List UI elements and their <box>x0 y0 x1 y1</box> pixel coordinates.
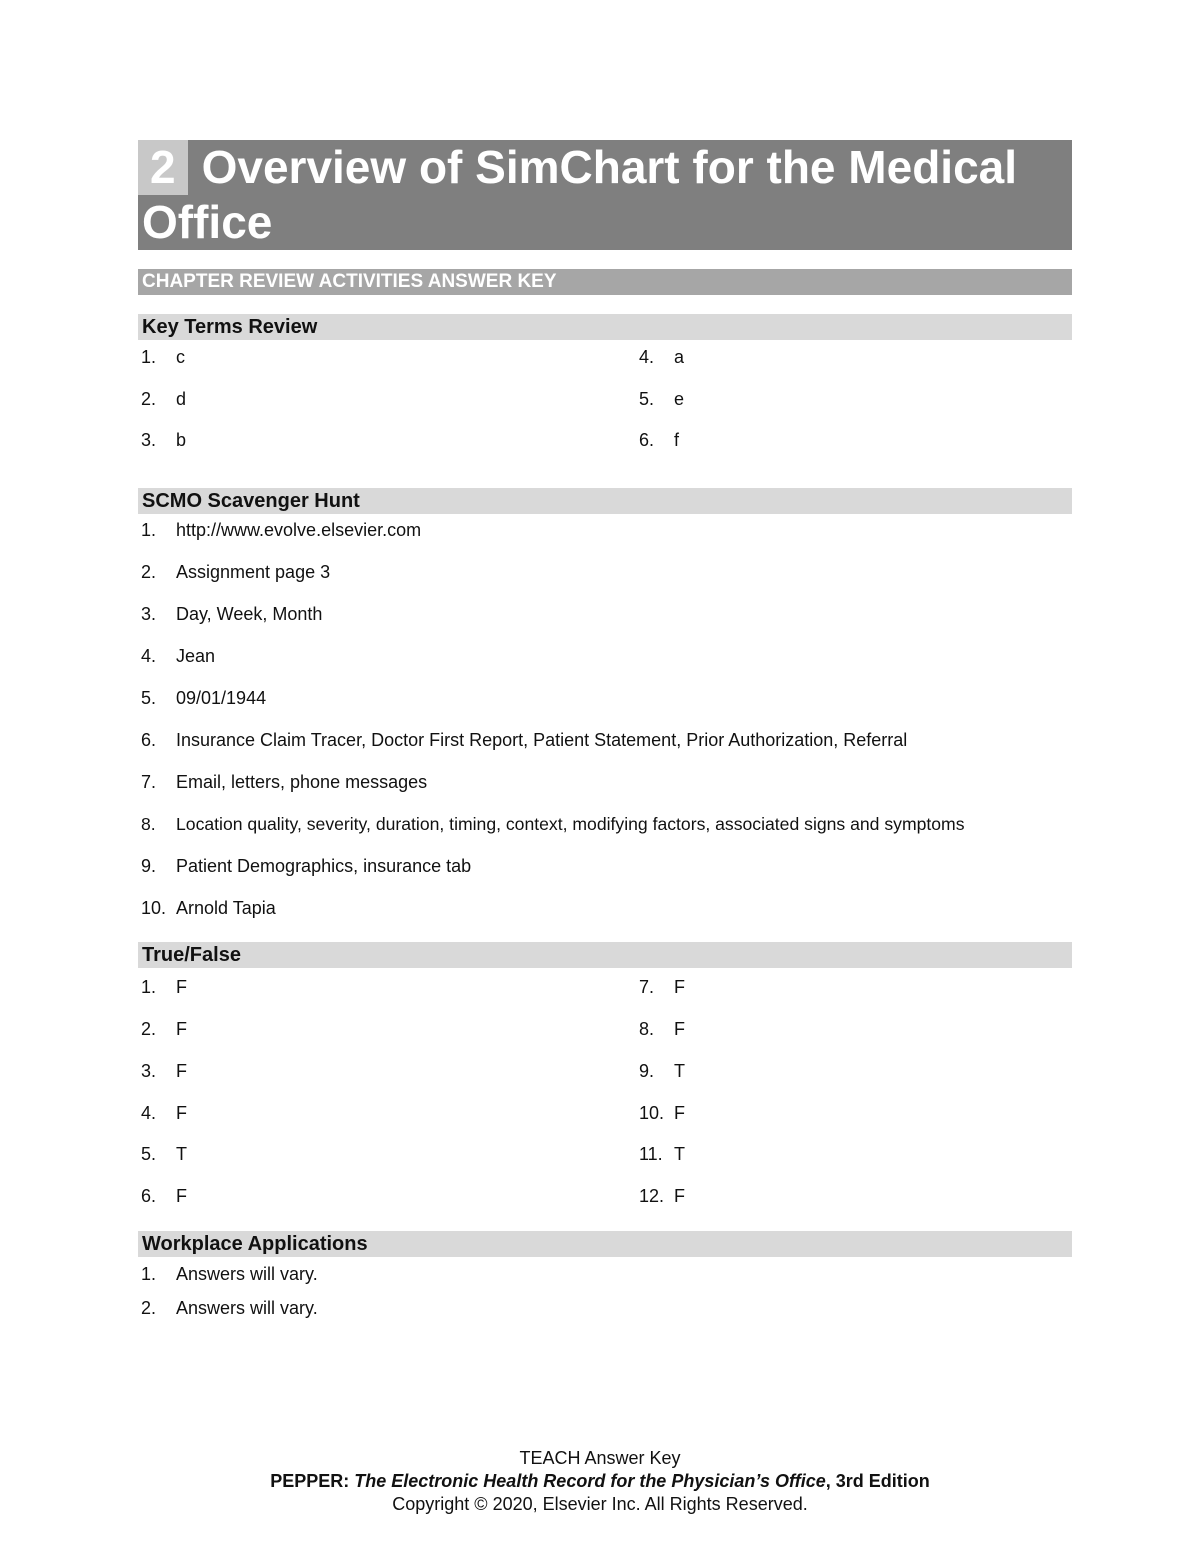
list-item: 4. a <box>639 347 685 367</box>
list-item: 8. F <box>639 1019 685 1039</box>
chapter-title: Overview of SimChart for the Medical Office <box>142 141 1018 248</box>
list-item: 11. T <box>639 1144 685 1164</box>
list-item: 10. Arnold Tapia <box>141 898 276 918</box>
footer-edition: , 3rd Edition <box>825 1471 930 1491</box>
list-item: 9. Patient Demographics, insurance tab <box>141 856 472 876</box>
footer-brand: PEPPER: <box>270 1471 350 1491</box>
chapter-title-bar <box>138 140 1072 250</box>
chapter-number: 2 <box>138 140 188 195</box>
key-terms-list <box>138 340 1072 488</box>
list-item: 5. 09/01/1944 <box>141 688 267 708</box>
list-item: 5. e <box>639 389 685 409</box>
list-item: 2. F <box>141 1019 187 1039</box>
list-item: 6. f <box>639 430 680 450</box>
list-item: 6. Insurance Claim Tracer, Doctor First Report, Patient Statement, Prior Authorization, Referral <box>141 730 908 750</box>
footer-citation <box>0 1470 1200 1493</box>
list-item: 10. F <box>639 1103 685 1123</box>
scavenger-heading: SCMO Scavenger Hunt <box>138 488 1072 514</box>
list-item: 12. F <box>639 1186 685 1206</box>
true-false-list <box>138 968 1072 1231</box>
review-banner: CHAPTER REVIEW ACTIVITIES ANSWER KEY <box>138 269 1072 295</box>
list-item: 1. c <box>141 347 185 367</box>
footer-copyright: Copyright © 2020, Elsevier Inc. All Rights Reserved. <box>392 1494 808 1514</box>
list-item: 7. F <box>639 977 685 997</box>
list-item: 2. Answers will vary. <box>141 1298 318 1318</box>
list-item: 1. Answers will vary. <box>141 1264 318 1284</box>
page-footer <box>0 1447 1200 1516</box>
scavenger-list <box>138 514 1072 942</box>
list-item: 2. Assignment page 3 <box>141 562 331 582</box>
key-terms-heading: Key Terms Review <box>138 314 1072 340</box>
list-item: 3. b <box>141 430 187 450</box>
list-item: 4. Jean <box>141 646 216 666</box>
list-item: 4. F <box>141 1103 187 1123</box>
list-item: 8. Location quality, severity, duration, timing, context, modifying factors, associated signs and symptoms <box>141 814 965 834</box>
answer-key-page <box>138 140 1072 1337</box>
workplace-heading: Workplace Applications <box>138 1231 1072 1257</box>
true-false-heading: True/False <box>138 942 1072 968</box>
list-item: 1. http://www.evolve.elsevier.com <box>141 520 422 540</box>
list-item: 1. F <box>141 977 187 997</box>
list-item: 3. Day, Week, Month <box>141 604 323 624</box>
footer-book-title: The Electronic Health Record for the Physician’s Office <box>354 1471 826 1491</box>
list-item: 3. F <box>141 1061 187 1081</box>
footer-line1: TEACH Answer Key <box>519 1448 681 1468</box>
list-item: 6. F <box>141 1186 187 1206</box>
list-item: 5. T <box>141 1144 187 1164</box>
list-item: 7. Email, letters, phone messages <box>141 772 428 792</box>
workplace-list <box>138 1257 1072 1337</box>
list-item: 9. T <box>639 1061 685 1081</box>
list-item: 2. d <box>141 389 187 409</box>
